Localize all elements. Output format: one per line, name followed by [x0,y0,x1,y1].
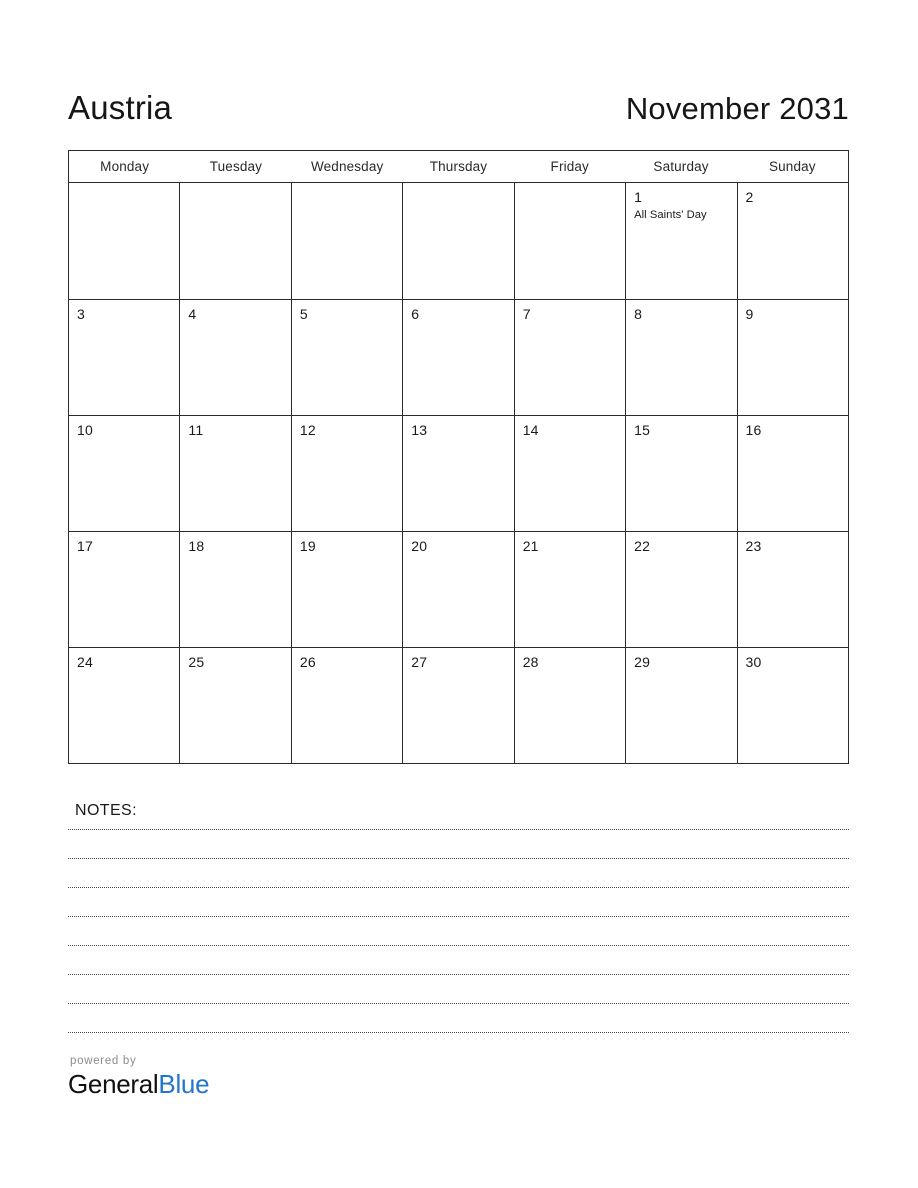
day-number: 6 [411,306,420,322]
note-line[interactable] [68,917,849,946]
note-line[interactable] [68,975,849,1004]
day-number: 12 [299,422,316,438]
day-cell-30[interactable] [737,648,848,763]
day-number: 11 [188,422,204,438]
day-cell-empty [291,183,402,299]
notes-lines[interactable] [68,829,849,1033]
day-number: 21 [522,538,539,554]
month-year-title: November 2031 [625,91,849,126]
day-cell-13[interactable] [402,416,513,531]
weekday-header-thursday: Thursday [429,159,488,174]
day-number: 26 [299,654,316,670]
day-cell-15[interactable] [625,416,736,531]
day-cell-3[interactable] [69,300,179,415]
day-number: 20 [411,538,428,554]
page-header [68,72,849,124]
day-cell-6[interactable] [402,300,513,415]
day-cell-empty [179,183,290,299]
note-line[interactable] [68,830,849,859]
day-number: 19 [299,538,316,554]
calendar-week-row [69,299,848,415]
day-number: 13 [411,422,428,438]
day-number: 1 [634,189,643,205]
day-cell-12[interactable] [291,416,402,531]
day-cell-21[interactable] [514,532,625,647]
day-number: 10 [77,422,93,438]
note-line[interactable] [68,888,849,917]
calendar-weeks [69,183,848,763]
day-number: 8 [634,306,643,322]
day-cell-empty [69,183,179,299]
day-cell-empty [514,183,625,299]
note-line[interactable] [68,859,849,888]
day-cell-26[interactable] [291,648,402,763]
day-cell-10[interactable] [69,416,179,531]
day-cell-24[interactable] [69,648,179,763]
footer-branding [68,1054,388,1100]
brand-name-general: General [68,1069,159,1099]
day-cell-4[interactable] [179,300,290,415]
day-cell-11[interactable] [179,416,290,531]
weekday-header-sunday: Sunday [768,159,816,174]
day-cell-28[interactable] [514,648,625,763]
weekday-header-monday: Monday [100,159,150,174]
day-cell-29[interactable] [625,648,736,763]
day-number: 15 [634,422,651,438]
calendar-week-row [69,647,848,763]
day-number: 29 [634,654,651,670]
day-cell-5[interactable] [291,300,402,415]
day-number: 22 [634,538,651,554]
day-cell-1[interactable] [625,183,736,299]
day-number: 18 [188,538,205,554]
day-number: 7 [522,306,531,322]
day-cell-2[interactable] [737,183,848,299]
notes-section [68,800,849,1033]
day-number: 25 [188,654,205,670]
day-number: 14 [522,422,539,438]
day-cell-27[interactable] [402,648,513,763]
note-line[interactable] [68,1004,849,1033]
day-number: 17 [77,538,93,554]
holiday-label: All Saints' Day [634,209,707,221]
day-cell-20[interactable] [402,532,513,647]
calendar-week-row [69,415,848,531]
weekday-header-tuesday: Tuesday [209,159,263,174]
day-number: 24 [77,654,93,670]
powered-by-label: powered by [70,1055,137,1067]
day-number: 16 [745,422,762,438]
day-cell-17[interactable] [69,532,179,647]
calendar-week-row [69,531,848,647]
weekday-header-row [69,151,848,183]
day-number: 30 [745,654,762,670]
notes-label: NOTES: [75,802,137,819]
day-cell-18[interactable] [179,532,290,647]
weekday-header-saturday: Saturday [653,159,709,174]
day-number: 28 [522,654,539,670]
day-cell-22[interactable] [625,532,736,647]
brand-name-blue: Blue [158,1069,210,1099]
day-cell-16[interactable] [737,416,848,531]
day-number: 23 [745,538,762,554]
day-number: 3 [77,306,85,322]
country-title: Austria [68,89,173,126]
day-number: 2 [745,189,754,205]
calendar-grid [68,150,849,764]
day-cell-7[interactable] [514,300,625,415]
day-cell-empty [402,183,513,299]
day-number: 4 [188,306,197,322]
calendar-week-row [69,183,848,299]
day-cell-14[interactable] [514,416,625,531]
day-cell-9[interactable] [737,300,848,415]
day-cell-8[interactable] [625,300,736,415]
weekday-header-friday: Friday [550,159,589,174]
generalblue-logo [68,1069,388,1100]
day-cell-25[interactable] [179,648,290,763]
day-cell-19[interactable] [291,532,402,647]
day-number: 9 [745,306,754,322]
note-line[interactable] [68,946,849,975]
day-cell-23[interactable] [737,532,848,647]
day-number: 27 [411,654,428,670]
weekday-header-wednesday: Wednesday [311,159,384,174]
day-number: 5 [299,306,308,322]
